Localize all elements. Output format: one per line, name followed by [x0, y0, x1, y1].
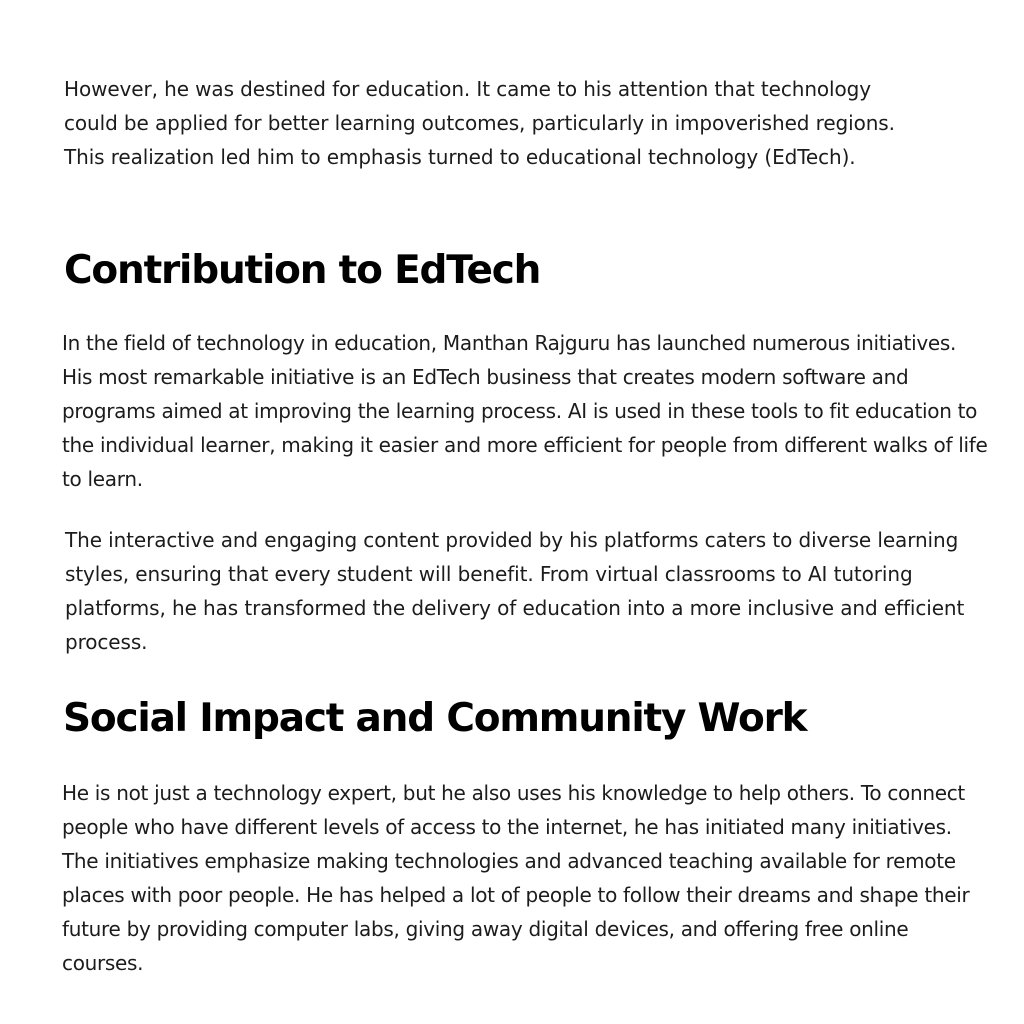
- social-impact-paragraph: He is not just a technology expert, but he also uses his knowledge to help others. To connect people who have different levels of access to the internet, he has initiated many initiatives. The initiatives emphasize making technologies and advanced teaching available for remote places with poor people. He has helped a lot of people to follow their dreams and shape their future by providing computer labs, giving away digital devices, and offering free online courses.: [62, 781, 970, 975]
- intro-paragraph: However, he was destined for education. It came to his attention that technology could be applied for better learning outcomes, particularly in impoverished regions. This realization led him to emphasis turned to educational technology (EdTech).: [64, 77, 895, 169]
- section-heading-social-impact: Social Impact and Community Work: [63, 696, 807, 741]
- section-heading-edtech: Contribution to EdTech: [64, 248, 541, 293]
- edtech-paragraph-2: The interactive and engaging content provided by his platforms caters to diverse learning styles, ensuring that every student will benefit. From virtual classrooms to AI tutoring platforms, he has transformed the delivery of education into a more inclusive and efficient process.: [65, 528, 965, 654]
- edtech-paragraph-1: In the field of technology in education, Manthan Rajguru has launched numerous initiatives. His most remarkable initiative is an EdTech business that creates modern software and programs aimed at improving the learning process. AI is used in these tools to fit education to the individual learner, making it easier and more efficient for people from different walks of life to learn.: [62, 331, 988, 491]
